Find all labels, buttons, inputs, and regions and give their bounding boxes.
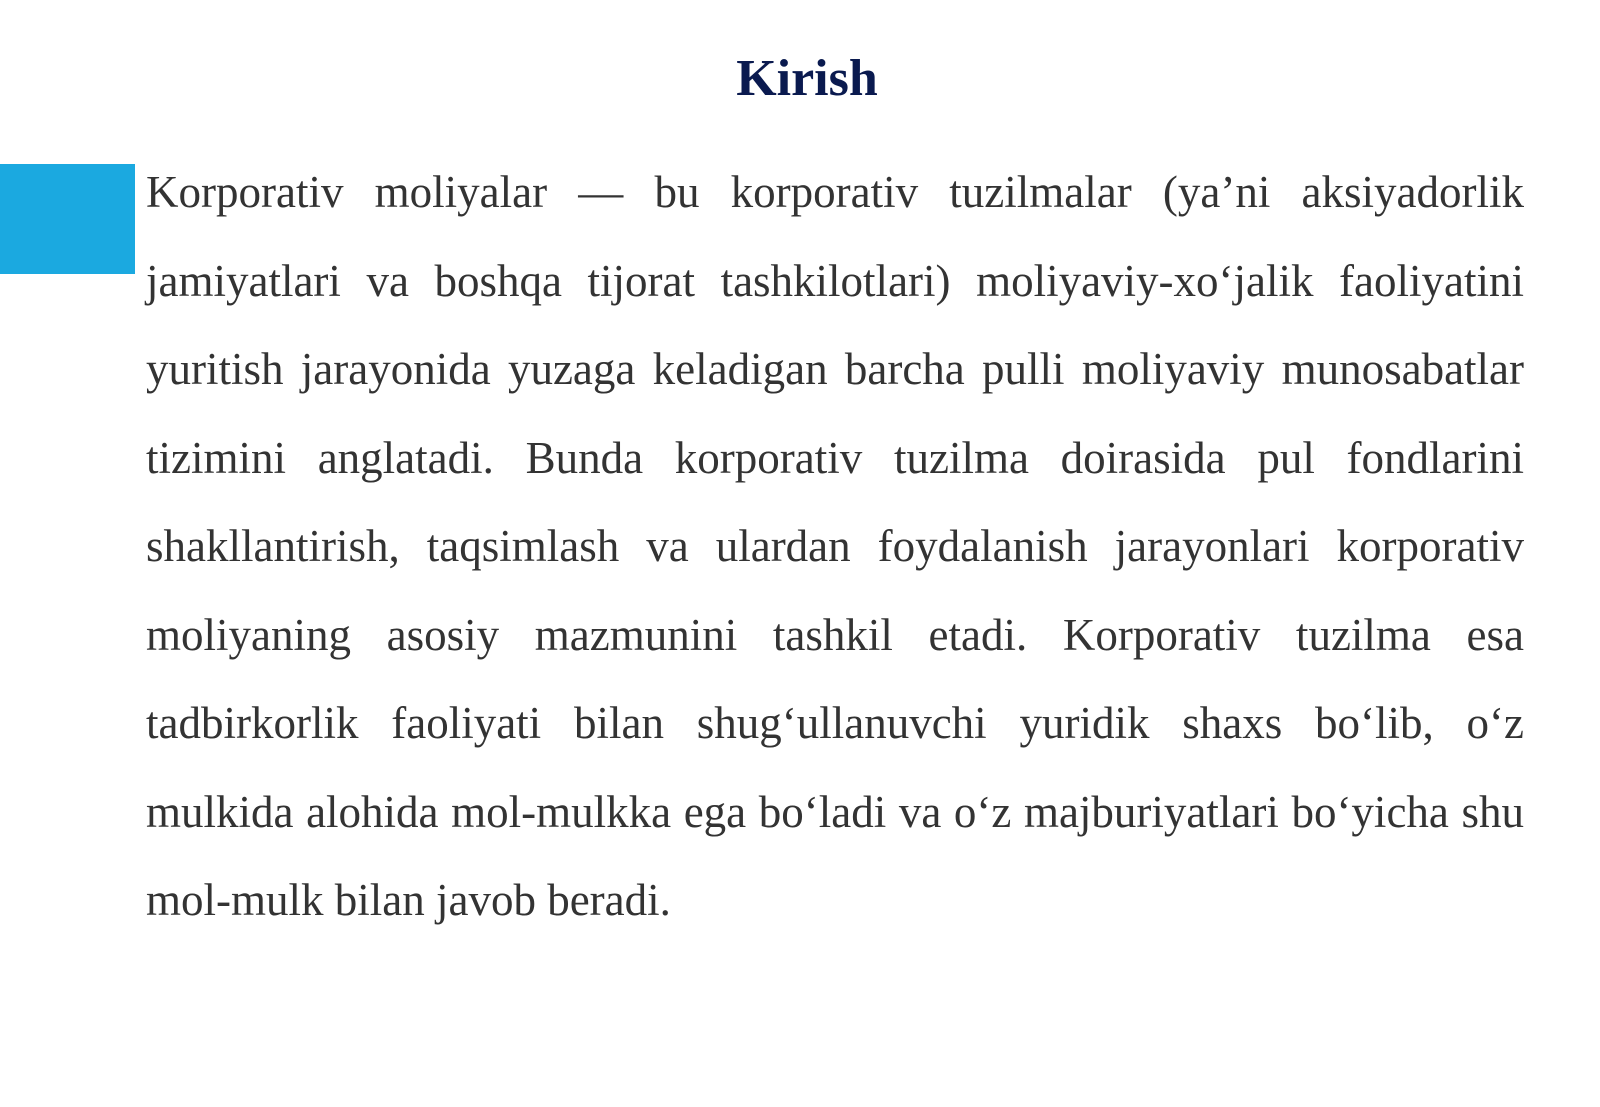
accent-block <box>0 164 135 274</box>
slide-body-text: Korporativ moliyalar — bu korporativ tuzilmalar (ya’ni aksiyadorlik jamiyatlari va boshqa tijorat tashkilotlari) moliyaviy-xo‘jalik faoliyatini yuritish jarayonida yuzaga keladigan barcha pulli moliyaviy munosabatlar tizimini anglatadi. Bunda korporativ tuzilma doirasida pul fondlarini shakllantirish, taqsimlash va ulardan foydalanish jarayonlari korporativ moliyaning asosiy mazmunini tashkil etadi. Korporativ tuzilma esa tadbirkorlik faoliyati bilan shug‘ullanuvchi yuridik shaxs bo‘lib, o‘z mulkida alohida mol-mulkka ega bo‘ladi va o‘z majburiyatlari bo‘yicha shu mol-mulk bilan javob beradi. <box>146 167 1524 925</box>
slide-title: Kirish <box>736 50 878 107</box>
